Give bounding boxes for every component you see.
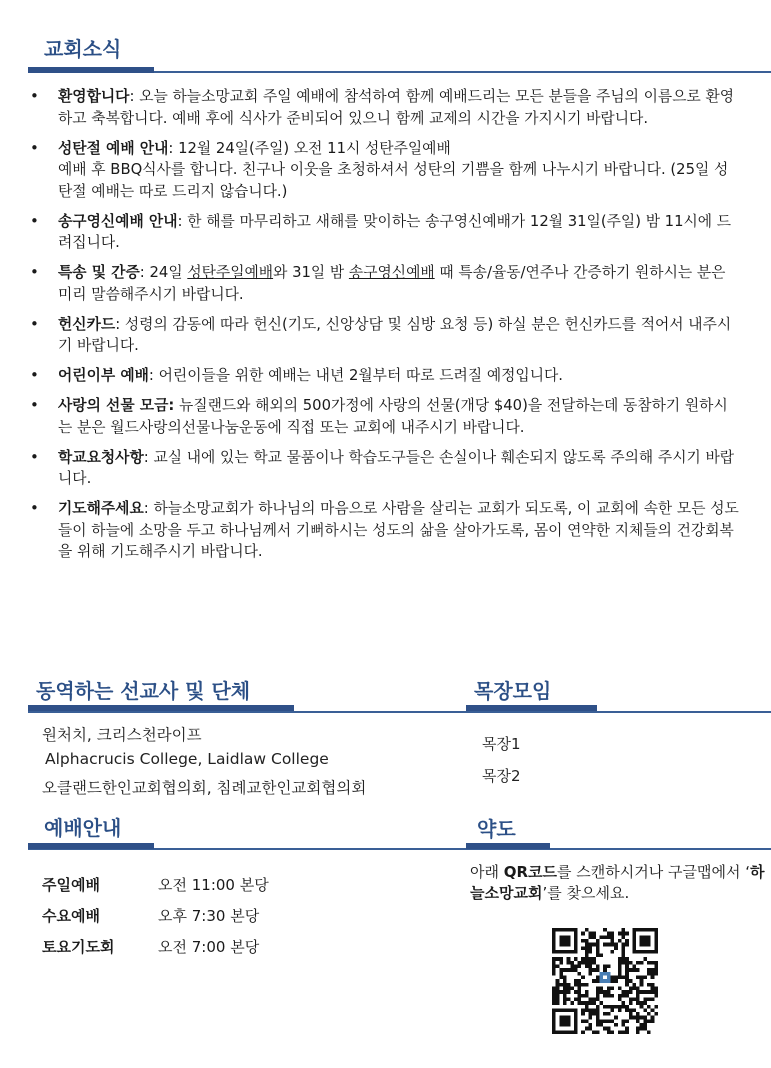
church-name: 하늘소망교회	[470, 863, 765, 902]
news-list	[28, 86, 740, 571]
news-title-underline	[28, 67, 154, 73]
missions-line: 오클랜드한인교회협의회, 침례교한인교회협의회	[42, 779, 367, 797]
news-item-welcome: • 환영합니다: 오늘 하늘소망교회 주일 예배에 참석하여 함께 예배드리는 모든 분들을 주님의 이름으로 환영하고 축복합니다. 예배 후에 식사가 준비되어 있으니 함께 교제의 시간을 가지시기 바랍니다.	[28, 86, 740, 129]
news-item-prayer: • 기도해주세요: 하늘소망교회가 하나님의 마음으로 사람을 살리는 교회가 되도록, 이 교회에 속한 모든 성도들이 하늘에 소망을 두고 하나님께서 기뻐하시는 성도의 삶을 살아가도록, 몸이 연약한 지체들의 건강회복을 위해 기도해주시기 바랍니다.	[28, 498, 740, 563]
news-title: 교회소식	[44, 37, 122, 61]
news-item-label: 특송 및 간증	[58, 264, 140, 281]
cell-groups-title: 목장모임	[474, 679, 552, 703]
news-item-text: 오늘 하늘소망교회 주일 예배에 참석하여 함께 예배드리는 모든 분들을 주님의 이름으로 환영하고 축복합니다. 예배 후에 식사가 준비되어 있으니 함께 교제의 시간을 가지시기 바랍니다.	[58, 88, 735, 127]
news-item-label: 어린이부 예배	[58, 367, 149, 384]
missions-title: 동역하는 선교사 및 단체	[36, 679, 251, 703]
qr-code-word: QR코드	[503, 863, 558, 881]
missions-title-underline	[28, 705, 294, 711]
christmas-service-link: 성탄주일예배	[187, 264, 274, 281]
news-item-newyear: • 송구영신예배 안내: 한 해를 마무리하고 새해를 맞이하는 송구영신예배가 12월 31일(주일) 밤 11시에 드려집니다.	[28, 211, 740, 254]
news-item-school: • 학교요청사항: 교실 내에 있는 학교 물품이나 학습도구들은 손실이나 훼손되지 않도록 주의해 주시기 바랍니다.	[28, 447, 740, 490]
news-item-label: 학교요청사항	[58, 448, 144, 466]
worship-title: 예배안내	[44, 816, 122, 840]
map-instructions: 아래 QR코드를 스캔하시거나 구글맵에서 ‘하늘소망교회’를 찾으세요.	[470, 863, 765, 902]
map-title-underline	[466, 843, 550, 849]
news-item-children: • 어린이부 예배: 어린이들을 위한 예배는 내년 2월부터 따로 드려질 예정입니다.	[28, 365, 740, 387]
news-item-text: 12월 24일(주일) 오전 11시 성탄주일예배	[178, 139, 451, 157]
news-item-text-2: 예배 후 BBQ식사를 합니다. 친구나 이웃을 초청하셔서 성탄의 기쁨을 함께 나누시기 바랍니다. (25일 성탄절 예배는 따로 드리지 않습니다.)	[58, 161, 729, 200]
newyear-service-link: 송구영신예배	[348, 264, 435, 281]
news-item-text: 교실 내에 있는 학교 물품이나 학습도구들은 손실이나 훼손되지 않도록 주의해 주시기 바랍니다.	[58, 448, 735, 487]
qr-code-icon[interactable]	[552, 928, 658, 1034]
worship-row-name: 주일예배	[42, 876, 100, 894]
worship-row-time: 오후 7:30 본당	[158, 907, 260, 925]
worship-row-name: 수요예배	[42, 907, 100, 925]
map-title: 약도	[477, 817, 516, 841]
missions-line: 원처치, 크리스천라이프	[42, 726, 202, 744]
news-item-text: 성령의 감동에 따라 헌신(기도, 신앙상담 및 심방 요청 등) 하실 분은 헌신카드를 적어서 내주시기 바랍니다.	[58, 315, 732, 354]
cell-groups-title-underline	[466, 705, 597, 711]
news-item-gift-fund	[28, 395, 740, 438]
news-item-label: 헌신카드	[58, 315, 116, 333]
cell-group-item: 목장2	[482, 767, 521, 785]
worship-title-underline	[28, 843, 154, 849]
news-item-dedication-card: • 헌신카드: 성령의 감동에 따라 헌신(기도, 신앙상담 및 심방 요청 등) 하실 분은 헌신카드를 적어서 내주시기 바랍니다.	[28, 314, 740, 357]
news-item-label: 사랑의 선물 모금:	[58, 397, 175, 414]
news-item-label: 환영합니다	[58, 88, 130, 105]
missions-divider	[28, 711, 771, 713]
worship-row-time: 오전 7:00 본당	[158, 938, 260, 956]
news-item-text: 뉴질랜드와 해외의 500가정에 사랑의 선물(개당 $40)을 전달하는데 동참하기 원하시는 분은 월드사랑의선물나눔운동에 직접 또는 교회에 내주시기 바랍니다.	[58, 397, 728, 436]
news-item-label: 송구영신예배 안내	[58, 212, 178, 230]
cell-group-item: 목장1	[482, 735, 521, 753]
news-item-label: 성탄절 예배 안내	[58, 139, 169, 157]
news-item-text: 어린이들을 위한 예배는 내년 2월부터 따로 드려질 예정입니다.	[158, 367, 564, 384]
news-item-special-song: • 특송 및 간증: 24일 성탄주일예배와 31일 밤 송구영신예배 때 특송/율동/연주나 간증하기 원하시는 분은 미리 말씀해주시기 바랍니다.	[28, 262, 740, 305]
news-item-christmas: • 성탄절 예배 안내: 12월 24일(주일) 오전 11시 성탄주일예배 예배 후 BBQ식사를 합니다. 친구나 이웃을 초청하셔서 성탄의 기쁨을 함께 나누시기 바랍니다. (25일 성탄절 예배는 따로 드리지 않습니다.)	[28, 138, 740, 203]
news-item-label: 기도해주세요	[58, 500, 144, 517]
worship-row-name: 토요기도회	[42, 938, 115, 956]
news-item-text: 하늘소망교회가 하나님의 마음으로 사람을 살리는 교회가 되도록, 이 교회에 속한 모든 성도들이 하늘에 소망을 두고 하나님께서 기뻐하시는 성도의 삶을 살아가도록, 몸이 연약한 지체들의 건강회복을 위해 기도해주시기 바랍니다.	[58, 500, 739, 560]
missions-line: Alphacrucis College, Laidlaw College	[45, 750, 329, 768]
news-item-text: 한 해를 마무리하고 새해를 맞이하는 송구영신예배가 12월 31일(주일) 밤 11시에 드려집니다.	[58, 212, 732, 251]
worship-row-time: 오전 11:00 본당	[158, 876, 269, 894]
